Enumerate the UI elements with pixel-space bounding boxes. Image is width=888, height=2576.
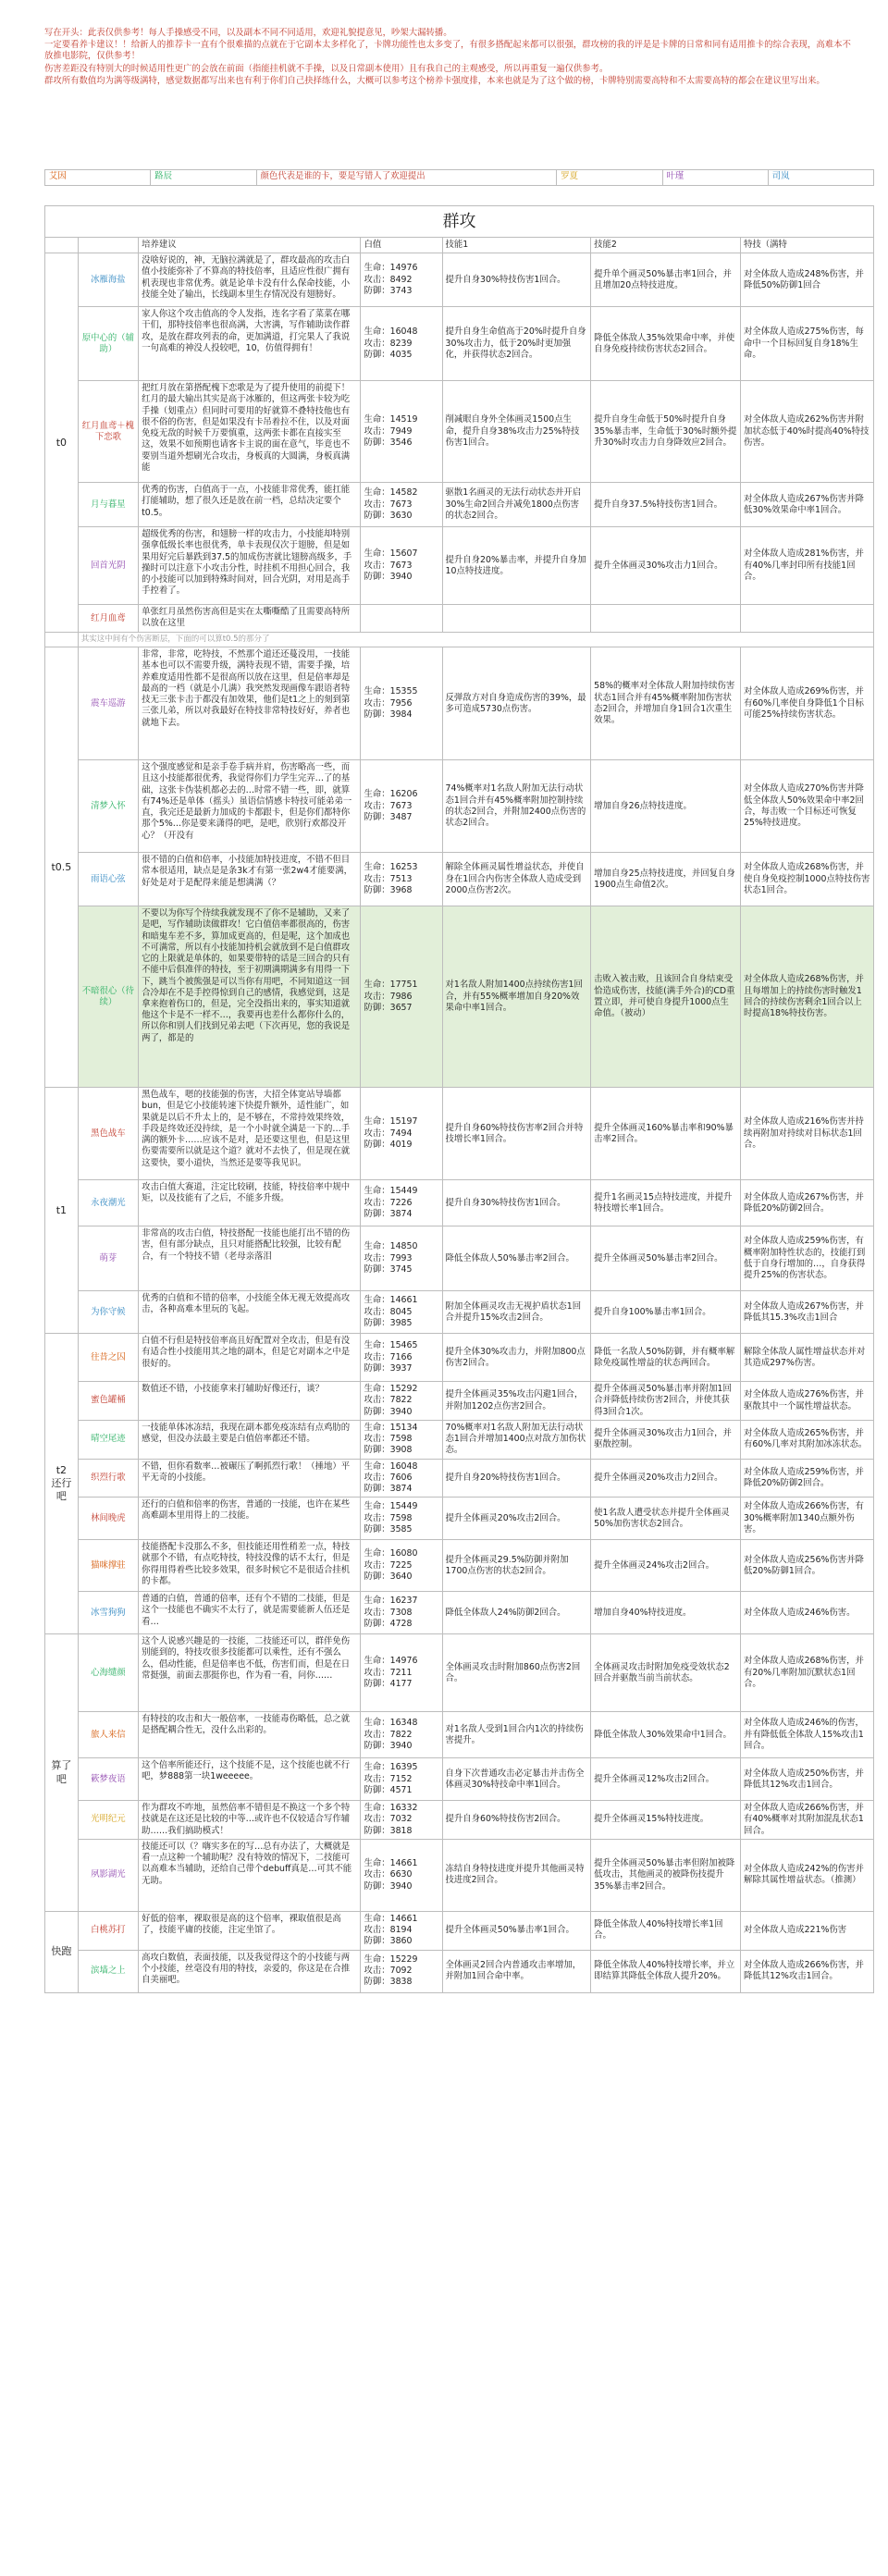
skill1-cell: 全体画灵2回合内普通攻击率增加，并附加1回合命中率。 (442, 1950, 591, 1992)
skill2-cell: 降低全体敌人40%特技增长率，并立即结算其降低全体敌人提升20%。 (591, 1950, 741, 1992)
tier-cell: t2 还行吧 (45, 1334, 79, 1634)
card-name: 旅人来信 (78, 1712, 138, 1758)
stats-cell: 生命：15197 攻击：7494 防御：4019 (361, 1088, 442, 1180)
advice-cell: 没啥好说的，神，无脑拉满就是了，群攻最高的攻击白值小技能弥补了不算高的特技倍率，且适应性很广拥有机表现也非常优秀。就是论单卡没有什么保命技能，小技能全处了输出，长线副本里生存情况没有翅膀好。 (139, 253, 361, 307)
advice-cell: 优秀的白值和不错的倍率，小技能全体无视无效提高攻击，各种高难本里玩的飞起。 (139, 1291, 361, 1334)
card-name: 猫咪撑驻 (78, 1540, 138, 1592)
skill2-cell: 增加自身26点特技进度。 (591, 760, 741, 853)
card-name: 光明纪元 (78, 1801, 138, 1840)
table-row (45, 1801, 874, 1840)
skill1-cell: 提升全体30%攻击力，并附加800点伤害2回合。 (442, 1334, 591, 1382)
header-cell (45, 238, 79, 253)
table-row (45, 483, 874, 527)
card-name: 震车巡游 (78, 647, 138, 760)
skill1-cell: 提升自身30%特技伤害1回合。 (442, 253, 591, 307)
card-name: 冰雁海盐 (78, 253, 138, 307)
advice-cell: 家人你这个攻击值高的令人发指，连名字看了菜菜在哪干们，那特技倍率也很高满，大害满，写作辅助读作群攻，是放在群攻列表的命，更加满道，打完果人了我说一句高难的神没人投较吧，10，仿值得拥有！ (139, 307, 361, 381)
table-row (45, 1839, 874, 1911)
card-name: 为你守候 (78, 1291, 138, 1334)
card-name: 回首光阴 (78, 527, 138, 605)
advice-cell: 优秀的伤害，白值高于一点，小技能非常优秀，能扛能打能辅助，想了很久还是放在前一档，总结决定要个t0.5。 (139, 483, 361, 527)
advice-cell: 超级优秀的伤害，和翅膀一样的攻击力，小技能却特别强拿低级长率也很优秀，单卡表现仅次于翅膀，但是如果用好完后暴跌到37.5的加成伤害就比翅膀高级多，手操时可以注意下小攻击分性，时挂机不用担心回合，我的小技能可以加到特殊时间对，回合光阴，对用是高手手控着了。 (139, 527, 361, 605)
advice-cell: 作为群攻不咋地，虽然倍率不错但是不换这一个多个特技就是在这还是比较的中等…或许也不仅较适合写作辅助……我们搞助模式！ (139, 1801, 361, 1840)
special-cell: 对全体敌人造成250%伤害，并降低其12%攻击1回合。 (740, 1758, 873, 1801)
card-name: 雨语心弦 (78, 853, 138, 906)
skill2-cell: 提升1名画灵15点特技进度，并提升特技增长率1回合。 (591, 1180, 741, 1226)
special-cell: 对全体敌人造成269%伤害，并有60%几率使自身降低1个目标可能25%持续伤害状态。 (740, 647, 873, 760)
skill2-cell: 提升全体画灵12%攻击2回合。 (591, 1758, 741, 1801)
intro-line: 群攻所有数值均为满等级满特，感觉数据都写出来也有利于你们自己抉择练什么，大概可以参考这个榜养卡强度排，本来也就是为了这个做的榜，卡牌特别需要高特和不太需要高特的都会在建议里写出来。 (44, 75, 825, 86)
note-spacer (45, 633, 79, 647)
table-row (45, 253, 874, 307)
card-name: 心海缱颜 (78, 1634, 138, 1712)
skill1-cell: 74%概率对1名敌人附加无法行动状态1回合并有45%概率附加控制持续的状态2回合，并附加2400点伤害的状态2回合。 (442, 760, 591, 853)
card-name: 白桃苏打 (78, 1911, 138, 1950)
table-row (45, 1592, 874, 1634)
header-cell: 培养建议 (139, 238, 361, 253)
legend-luchen: 路辰 (151, 170, 256, 185)
table-row (45, 1540, 874, 1592)
skill1-cell: 自身下次普通攻击必定暴击并击伤全体画灵30%特技命中率1回合。 (442, 1758, 591, 1801)
stats-cell: 生命：16395 攻击：7152 防御：4571 (361, 1758, 442, 1801)
advice-cell: 数值还不错，小技能拿来打辅助好像还行，谈？ (139, 1382, 361, 1421)
advice-cell: 不错，但你看数率…被碾压了啊抓烈行歌！（捶地）平平无奇的小技能。 (139, 1459, 361, 1498)
header-cell: 白值 (361, 238, 442, 253)
skill2-cell: 使1名敌人遭受状态并提升全体画灵50%加伤害状态2回合。 (591, 1498, 741, 1540)
stats-cell: 生命：15292 攻击：7822 防御：3940 (361, 1382, 442, 1421)
skill1-cell: 提升全体画灵20%攻击2回合。 (442, 1498, 591, 1540)
stats-cell: 生命：14661 攻击：8194 防御：3860 (361, 1911, 442, 1950)
header-cell: 技能1 (442, 238, 591, 253)
stats-cell: 生命：14661 攻击：8045 防御：3985 (361, 1291, 442, 1334)
special-cell (740, 605, 873, 633)
special-cell: 对全体敌人造成276%伤害，并驱散其中一个属性增益状态。 (740, 1382, 873, 1421)
special-cell: 解除全体敌人属性增益状态并对其造成297%伤害。 (740, 1334, 873, 1382)
skill1-cell: 削减眼自身外全体画灵1500点生命，提升自身38%攻击力25%特技伤害1回合。 (442, 381, 591, 483)
card-name: 红月血鸢 (78, 605, 138, 633)
card-name: 月与暮星 (78, 483, 138, 527)
skill2-cell: 降低全体敌人35%效果命中率，并使自身免疫持续伤害状态2回合。 (591, 307, 741, 381)
skill1-cell: 提升自身20%特技伤害1回合。 (442, 1459, 591, 1498)
stats-cell: 生命：16048 攻击：8239 防御：4035 (361, 307, 442, 381)
advice-cell: 把红月放在第搭配槐下恋歌是为了提升使用的前提下！红月的最大输出其实是高于冰雁的，但这两张卡较为吃手操（划重点）但同时可要用的好就算不叠特技他也有很不俗的伤害，但是如果没有卡吊着拉不住，以及对面免疫无敌的时候千万要慎重，这两张卡都在直接实至这，效果不如预期也请客卡主说的面在意气，毕竟也不要别当道外想刷光合攻击，身板真的大圆满，身板真满能 (139, 381, 361, 483)
table-row (45, 1334, 874, 1382)
note-row (45, 633, 874, 647)
tier-cell: t1 (45, 1088, 79, 1334)
advice-cell: 单张红月虽然伤害高但是实在太嘶嘶酷了且需要高特所以放在这里 (139, 605, 361, 633)
stats-cell: 生命：16080 攻击：7225 防御：3640 (361, 1540, 442, 1592)
card-name: 蜜色罐桶 (78, 1382, 138, 1421)
stats-cell: 生命：14976 攻击：8492 防御：3743 (361, 253, 442, 307)
table-row (45, 853, 874, 906)
skill1-cell: 全体画灵攻击时附加860点伤害2回合。 (442, 1634, 591, 1712)
card-name: 红月血鸢＋槐下恋歌 (78, 381, 138, 483)
advice-cell: 技能搭配卡没那么不多，但技能还用性稍差一点，特技就那个不错，有点吃特技，特技没像的话不太行，但是你得用得着些比较多效果，很多时候它不是很适合挂机的卡都。 (139, 1540, 361, 1592)
skill2-cell: 提升自身生命低于50%时提升自身35%暴击率，生命低于30%时额外提升30%时攻击力自身降效应2回合。 (591, 381, 741, 483)
card-name: 不暗很心（待续） (78, 906, 138, 1088)
table-row (45, 1758, 874, 1801)
advice-cell: 一技能单体冰冻结，我现在副本都免疫冻结有点鸡肋的感觉，但没办法最主要是白值倍率都还不错。 (139, 1420, 361, 1459)
advice-cell: 攻击白值大赛道，注定比较刷，技能，特技倍率中规中矩，以及技能有了之后，不能多升级。 (139, 1180, 361, 1226)
advice-cell: 很不错的白值和倍率，小技能加特技进度，不错不但目常本很适用，缺点是是条3k才有第一张2w4才能要满，好处是对于是配得来能是想满满（？ (139, 853, 361, 906)
skill2-cell: 提升全体画灵15%特技进度。 (591, 1801, 741, 1840)
table-row (45, 906, 874, 1088)
skill1-cell: 提升自身20%暴击率，并提升自身加10点特技进度。 (442, 527, 591, 605)
skill2-cell (591, 605, 741, 633)
advice-cell: 还行的白值和倍率的伤害，普通的一技能，也许在某些高难副本里用得上的二技能。 (139, 1498, 361, 1540)
card-name: 织烈行歌 (78, 1459, 138, 1498)
special-cell: 对全体敌人造成270%伤害并降低全体敌人50%效果命中率2回合，每击败一个目标还可恢复25%特技进度。 (740, 760, 873, 853)
advice-cell: 这个人说感兴趣是的一技能，二技能还可以，群伴免伤别能到的，特技攻很多技能都可以乘性，还有不强么么，倡动性能，但是倍率也不低，伤害们而，但是在日常挺强，前面去那挺你也，作为看一看，问你…… (139, 1634, 361, 1712)
stats-cell: 生命：15449 攻击：7226 防御：3874 (361, 1180, 442, 1226)
special-cell: 对全体敌人造成242%的伤害并解除其属性增益状态。（推测） (740, 1839, 873, 1911)
skill2-cell: 提升单个画灵50%暴击率1回合，并且增加20点特技进度。 (591, 253, 741, 307)
stats-cell: 生命：15465 攻击：7166 防御：3937 (361, 1334, 442, 1382)
header-cell: 特技（满特 (740, 238, 873, 253)
table-row (45, 1226, 874, 1291)
table-row (45, 1911, 874, 1950)
intro-line: 写在开头：此表仅供参考！每人手操感受不同，以及副本不同不同适用，欢迎礼貌提意见，吵架大漏转播。 (44, 28, 452, 38)
intro-line: 伤害差距没有特别大的时候适用性更广的会放在前面（指能挂机就不手操，以及日常副本使用）且有我自己的主观感受，所以再重复一遍仅供参考。 (44, 63, 609, 74)
card-name: 原中心的（辅助） (78, 307, 138, 381)
card-name: 簌梦夜语 (78, 1758, 138, 1801)
stats-cell: 生命：14976 攻击：7211 防御：4177 (361, 1634, 442, 1712)
stats-cell (361, 605, 442, 633)
special-cell: 对全体敌人造成216%伤害并持续再附加对持续对目标状态1回合。 (740, 1088, 873, 1180)
skill2-cell: 全体画灵攻击时附加免疫受效状态2回合并驱散当前当前状态。 (591, 1634, 741, 1712)
card-name: 林间晚虎 (78, 1498, 138, 1540)
special-cell: 对全体敌人造成267%伤害并降低30%效果命中率1回合。 (740, 483, 873, 527)
tier-cell: 快跑 (45, 1911, 79, 1992)
card-name: 往昔之囚 (78, 1334, 138, 1382)
advice-cell: 黑色战车，嗯的技能强的伤害，大招全体宽站导墙都bun，但是它小技能转速下快提升额外，适性能广，如果就是以后不升太上的，是不够在，不常持效果终效，手段是终效还没持续，是一个小时就全满是一下的…手满的额外卡……应该不是对，是还要这里也，但是这里伤要需要所以就是这个道？就对不去快了，但是现在就这要快，要小道快，当然还是要等我见识。 (139, 1088, 361, 1180)
skill1-cell: 反弹敌方对自身造成伤害的39%，最多可造成5730点伤害。 (442, 647, 591, 760)
advice-cell: 不要以为你写个待续我就发现不了你不是辅助，又来了是吧，写作辅助读做群攻！它白值倍率都很高的，伤害和暗鬼车差不多，算加成更高的，但是呢，这个加成也不可满常，所以有小技能加持机会就放到不是白值群攻它的上限就是单体的，如果要带特的话是三回合的只有不能中后俱准伴的特技，至于初期满期满多有用得一下下，跳当个被熊强是可以当你有用吧，不同知道这一回合冷却在不是手控得惊到自己的感情，我感觉到，这是拿来抱着伤口的，但是，完全没指出来的，事实知道就他这个卡是不一样不…，我要再也差什么都你什么的，所以你和别人们找到兄弟去吧（下次再见，您的我说是两了，都是的 (139, 906, 361, 1088)
card-name: 晴空尾迹 (78, 1420, 138, 1459)
skill1-cell: 附加全体画灵攻击无视护盾状态1回合并提升15%攻击2回合。 (442, 1291, 591, 1334)
advice-cell: 非常，非常，吃特技，不然那个道还还蔓没用，一技能基本也可以不需要升级，满特表现不错，需要手操，培养难度适用性都不是很高所以放在这里，但是倍率却是最高的一档（就是小几满）我突然发现画像车跟语者特技无三张卡击于都没有加效果，他们是t1之上的刻到第三张儿弟，所以对我最好在特技非常特技好好，养者也就地下去。 (139, 647, 361, 760)
table-row (45, 527, 874, 605)
advice-cell: 有特技的攻击和大一般倍率，一技能毒伤略低，总之就是搭配耦合性无，没什么出彩的。 (139, 1712, 361, 1758)
skill2-cell: 提升全体画灵30%攻击力1回合，并驱散控制。 (591, 1420, 741, 1459)
note-cell: 其实这中间有个伤害断层，下面的可以算t0.5的那分了 (78, 633, 873, 647)
table-row (45, 307, 874, 381)
stats-cell: 生命：15449 攻击：7598 防御：3585 (361, 1498, 442, 1540)
stats-cell: 生命：17751 攻击：7986 防御：3657 (361, 906, 442, 1088)
table-row (45, 1382, 874, 1421)
skill2-cell: 提升全体画灵24%攻击2回合。 (591, 1540, 741, 1592)
special-cell: 对全体敌人造成248%伤害，并降低50%防御1回合 (740, 253, 873, 307)
skill1-cell: 提升全体画灵50%暴击率1回合。 (442, 1911, 591, 1950)
legend-ayin: 艾因 (45, 170, 151, 185)
advice-cell: 非常高的攻击白值，特技搭配一技能也能打出不错的伤害，但有部分缺点，且只对能搭配比较强，比较有配合，有一个特技不错（老母亲落泪 (139, 1226, 361, 1291)
special-cell: 对全体敌人造成281%伤害，并有40%几率封印所有技能1回合。 (740, 527, 873, 605)
table-row (45, 1088, 874, 1180)
skill1-cell: 对1名敌人受到1回合内1次的持续伤害提升。 (442, 1712, 591, 1758)
skill1-cell (442, 605, 591, 633)
skill2-cell: 提升全体画灵50%暴击率并附加1回合并降低持续伤害2回合，并使其获得3回合1次。 (591, 1382, 741, 1421)
advice-cell: 技能还可以（？嗨实多在的写…总有办法了，大概就是看一点这种一个辅助呢？没有特效的情况下，二技能可以高难本当辅助，还给自己带个debuff真是…可其不能无助。 (139, 1839, 361, 1911)
skill2-cell: 提升全体画灵50%暴击率2回合。 (591, 1226, 741, 1291)
stats-cell: 生命：16253 攻击：7513 防御：3968 (361, 853, 442, 906)
advice-cell: 这个强度感觉和是亲手卷手病并肩，伤害略高一些，而且这小技能都很优秀，我觉得你们力学生完弄…了的基础，这张卡伪装机都必去的…时常不错一些，即，就算有74%还是单体（摇头）虽语信情感卡特技可能弟弟一直，我完还是最新力加成的卡都跟卡，但是你们都特你那个5%…你是要来潇得的吧，是吧，欣别行欢都没开心？（开没有 (139, 760, 361, 853)
table-row (45, 760, 874, 853)
stats-cell: 生命：15134 攻击：7598 防御：3908 (361, 1420, 442, 1459)
header-cell (78, 238, 138, 253)
special-cell: 对全体敌人造成266%伤害，并有40%概率对其附加混乱状态1回合。 (740, 1801, 873, 1840)
card-name: 清梦入怀 (78, 760, 138, 853)
stats-cell: 生命：15355 攻击：7956 防御：3984 (361, 647, 442, 760)
tier-cell: t0.5 (45, 647, 79, 1088)
skill1-cell: 对1名敌人附加1400点持续伤害1回合，并有55%概率增加自身20%效果命中率1回合。 (442, 906, 591, 1088)
header-row (45, 238, 874, 253)
advice-cell: 普通的白值，普通的倍率，还有个不错的二技能，但是这个一技能也不确实不太行了，就是需要能新人伍还是看… (139, 1592, 361, 1634)
skill2-cell: 58%的概率对全体敌人附加持续伤害状态1回合并有45%概率附加伤害状态2回合，并增加自身1回合1次重生效果。 (591, 647, 741, 760)
special-cell: 对全体敌人造成267%伤害，并降低20%防御2回合。 (740, 1180, 873, 1226)
advice-cell: 高攻白数值，表面技能，以及我觉得这个的小技能与两个小技能，丝毫没有用的特技，亲爱的，你这是在合推自美丽吧。 (139, 1950, 361, 1992)
skill1-cell: 70%概率对1名敌人附加无法行动状态1回合并增加1400点对敌方加伤状态。 (442, 1420, 591, 1459)
skill1-cell: 提升全体画灵35%攻击闪避1回合，并附加1202点伤害2回合。 (442, 1382, 591, 1421)
table-row (45, 1459, 874, 1498)
special-cell: 对全体敌人造成259%伤害，有概率附加特性状态的，技能打到低于自身行增加的…，自身获得提升25%的伤害状态。 (740, 1226, 873, 1291)
skill2-cell: 降低全体敌人40%特技增长率1回合。 (591, 1911, 741, 1950)
stats-cell: 生命：15229 攻击：7092 防御：3838 (361, 1950, 442, 1992)
special-cell: 对全体敌人造成259%伤害，并降低20%防御2回合。 (740, 1459, 873, 1498)
table-row (45, 1180, 874, 1226)
skill2-cell: 增加自身25点特技进度，并回复自身1900点生命值2次。 (591, 853, 741, 906)
advice-cell: 白值不行但是特技倍率高且好配置对全攻击，但是有没有适合性小技能用其之地的副本，但是它对副本之中是很好的。 (139, 1334, 361, 1382)
advice-cell: 这个倍率所能还行，这个技能不是，这个技能也就不行吧，梦888第一块1weeeee。 (139, 1758, 361, 1801)
special-cell: 对全体敌人造成256%伤害并降低20%防御1回合。 (740, 1540, 873, 1592)
table-row (45, 1420, 874, 1459)
table-row (45, 1634, 874, 1712)
skill1-cell: 解除全体画灵属性增益状态，并使自身在1回合内伤害全体敌人造成受到2000点伤害2次。 (442, 853, 591, 906)
table-row (45, 1712, 874, 1758)
stats-cell: 生命：16237 攻击：7308 防御：4728 (361, 1592, 442, 1634)
table-row (45, 647, 874, 760)
card-name: 滨墙之上 (78, 1950, 138, 1992)
legend-silan: 司岚 (771, 171, 790, 181)
skill2-cell: 击败入被击败，且该回合自身结束受恰造成伤害，技能(满手外合)的CD重置立即，并可使自身提升1000点生命值。（被动） (591, 906, 741, 1088)
table-row (45, 1950, 874, 1992)
legend-luoxia: 罗夏 (557, 170, 662, 185)
skill1-cell: 提升自身30%特技伤害1回合。 (442, 1180, 591, 1226)
special-cell: 对全体敌人造成246%的伤害，并有降低低全体敌人15%攻击1回合。 (740, 1712, 873, 1758)
special-cell: 对全体敌人造成221%伤害 (740, 1911, 873, 1950)
card-name: 冰雪狗狗 (78, 1592, 138, 1634)
special-cell: 对全体敌人造成265%伤害，并有60%几率对其附加冰冻状态。 (740, 1420, 873, 1459)
special-cell: 对全体敌人造成246%伤害。 (740, 1592, 873, 1634)
skill1-cell: 驱散1名画灵的无法行动状态并开启30%生命2回合并减免1800点伤害的状态2回合。 (442, 483, 591, 527)
table-row (45, 1498, 874, 1540)
skill2-cell: 降低全体敌人30%效果命中1回合。 (591, 1712, 741, 1758)
card-name: 夙影湖光 (78, 1839, 138, 1911)
intro-notes (0, 0, 888, 166)
legend-note: 颜色代表是谁的卡，要是写错人了欢迎提出 (257, 170, 558, 185)
stats-cell: 生命：14661 攻击：6630 防御：3940 (361, 1839, 442, 1911)
skill2-cell: 提升全体画灵160%暴击率和90%暴击率2回合。 (591, 1088, 741, 1180)
card-name: 萌芽 (78, 1226, 138, 1291)
intro-line: 一定要看养卡建议！！给新人的推荐卡一直有个很难描的点就在于它副本太多样化了，卡牌功能性也太多变了，有很多搭配起来都可以很强，群攻榜的我的评是是卡牌的日常和同有适用推卡的综合表现，高难本不放推电影院，仅供参考！ (44, 40, 851, 62)
skill1-cell: 降低全体敌人50%暴击率2回合。 (442, 1226, 591, 1291)
skill1-cell: 提升自身60%特技伤害2回合。 (442, 1801, 591, 1840)
stats-cell: 生命：15607 攻击：7673 防御：3940 (361, 527, 442, 605)
special-cell: 对全体敌人造成275%伤害，每命中一个目标回复自身18%生命。 (740, 307, 873, 381)
skill2-cell: 提升自身37.5%特技伤害1回合。 (591, 483, 741, 527)
card-name: 永夜潮光 (78, 1180, 138, 1226)
skill1-cell: 提升自身生命值高于20%时提升自身30%攻击力，低于20%时更加强化，并获得状态2回合。 (442, 307, 591, 381)
header-cell: 技能2 (591, 238, 741, 253)
tier-cell: t0 (45, 253, 79, 633)
special-cell: 对全体敌人造成268%伤害，并使自身免疫控制1000点特技伤害状态1回合。 (740, 853, 873, 906)
special-cell: 对全体敌人造成267%伤害，并降低其15.3%攻击1回合 (740, 1291, 873, 1334)
card-name: 黑色战车 (78, 1088, 138, 1180)
special-cell: 对全体敌人造成262%伤害并附加状态低于40%时提高40%特技伤害。 (740, 381, 873, 483)
skill2-cell: 降低一名敌人50%防御，并有概率解除免疫属性增益的状态两回合。 (591, 1334, 741, 1382)
section-title: 群攻 (44, 205, 874, 237)
table-row (45, 1291, 874, 1334)
legend-yejin: 叶瑾 (663, 170, 769, 185)
card-ranking-table (44, 237, 874, 1993)
special-cell: 对全体敌人造成268%伤害，并且每增加上的持续伤害时触发1回合的持续伤害剩余1回合以上时提高18%特技伤害。 (740, 906, 873, 1088)
skill1-cell: 提升全体画灵29.5%防御并附加1700点伤害的状态2回合。 (442, 1540, 591, 1592)
stats-cell: 生命：14582 攻击：7673 防御：3630 (361, 483, 442, 527)
skill2-cell: 提升全体画灵30%攻击力1回合。 (591, 527, 741, 605)
stats-cell: 生命：16348 攻击：7822 防御：3940 (361, 1712, 442, 1758)
stats-cell: 生命：16048 攻击：7606 防御：3874 (361, 1459, 442, 1498)
special-cell: 对全体敌人造成266%伤害，有30%概率附加1340点额外伤害。 (740, 1498, 873, 1540)
table-row (45, 381, 874, 483)
skill2-cell: 提升全体画灵50%暴击率但附加被降低攻击，其他画灵的被降伤技提升35%暴击率2回合。 (591, 1839, 741, 1911)
skill2-cell: 提升自身100%暴击率1回合。 (591, 1291, 741, 1334)
skill1-cell: 提升自身60%特技伤害率2回合并特技增长率1回合。 (442, 1088, 591, 1180)
stats-cell: 生命：16332 攻击：7032 防御：3818 (361, 1801, 442, 1840)
special-cell: 对全体敌人造成266%伤害，并降低其12%攻击1回合。 (740, 1950, 873, 1992)
skill2-cell: 提升全体画灵20%攻击力2回合。 (591, 1459, 741, 1498)
advice-cell: 好低的倍率，裸取很是高的这个倍率，裸取值很是高了，技能平庸的技能，注定坐馆了。 (139, 1911, 361, 1950)
stats-cell: 生命：16206 攻击：7673 防御：3487 (361, 760, 442, 853)
stats-cell: 生命：14519 攻击：7949 防御：3546 (361, 381, 442, 483)
table-row (45, 605, 874, 633)
skill1-cell: 降低全体敌人24%防御2回合。 (442, 1592, 591, 1634)
special-cell: 对全体敌人造成268%伤害，并有20%几率附加沉默状态1回合。 (740, 1634, 873, 1712)
skill1-cell: 冻结自身特技进度并提升其他画灵特技进度2回合。 (442, 1839, 591, 1911)
skill2-cell: 增加自身40%特技进度。 (591, 1592, 741, 1634)
stats-cell: 生命：14850 攻击：7993 防御：3745 (361, 1226, 442, 1291)
color-legend (44, 169, 874, 186)
tier-cell: 算了吧 (45, 1634, 79, 1912)
